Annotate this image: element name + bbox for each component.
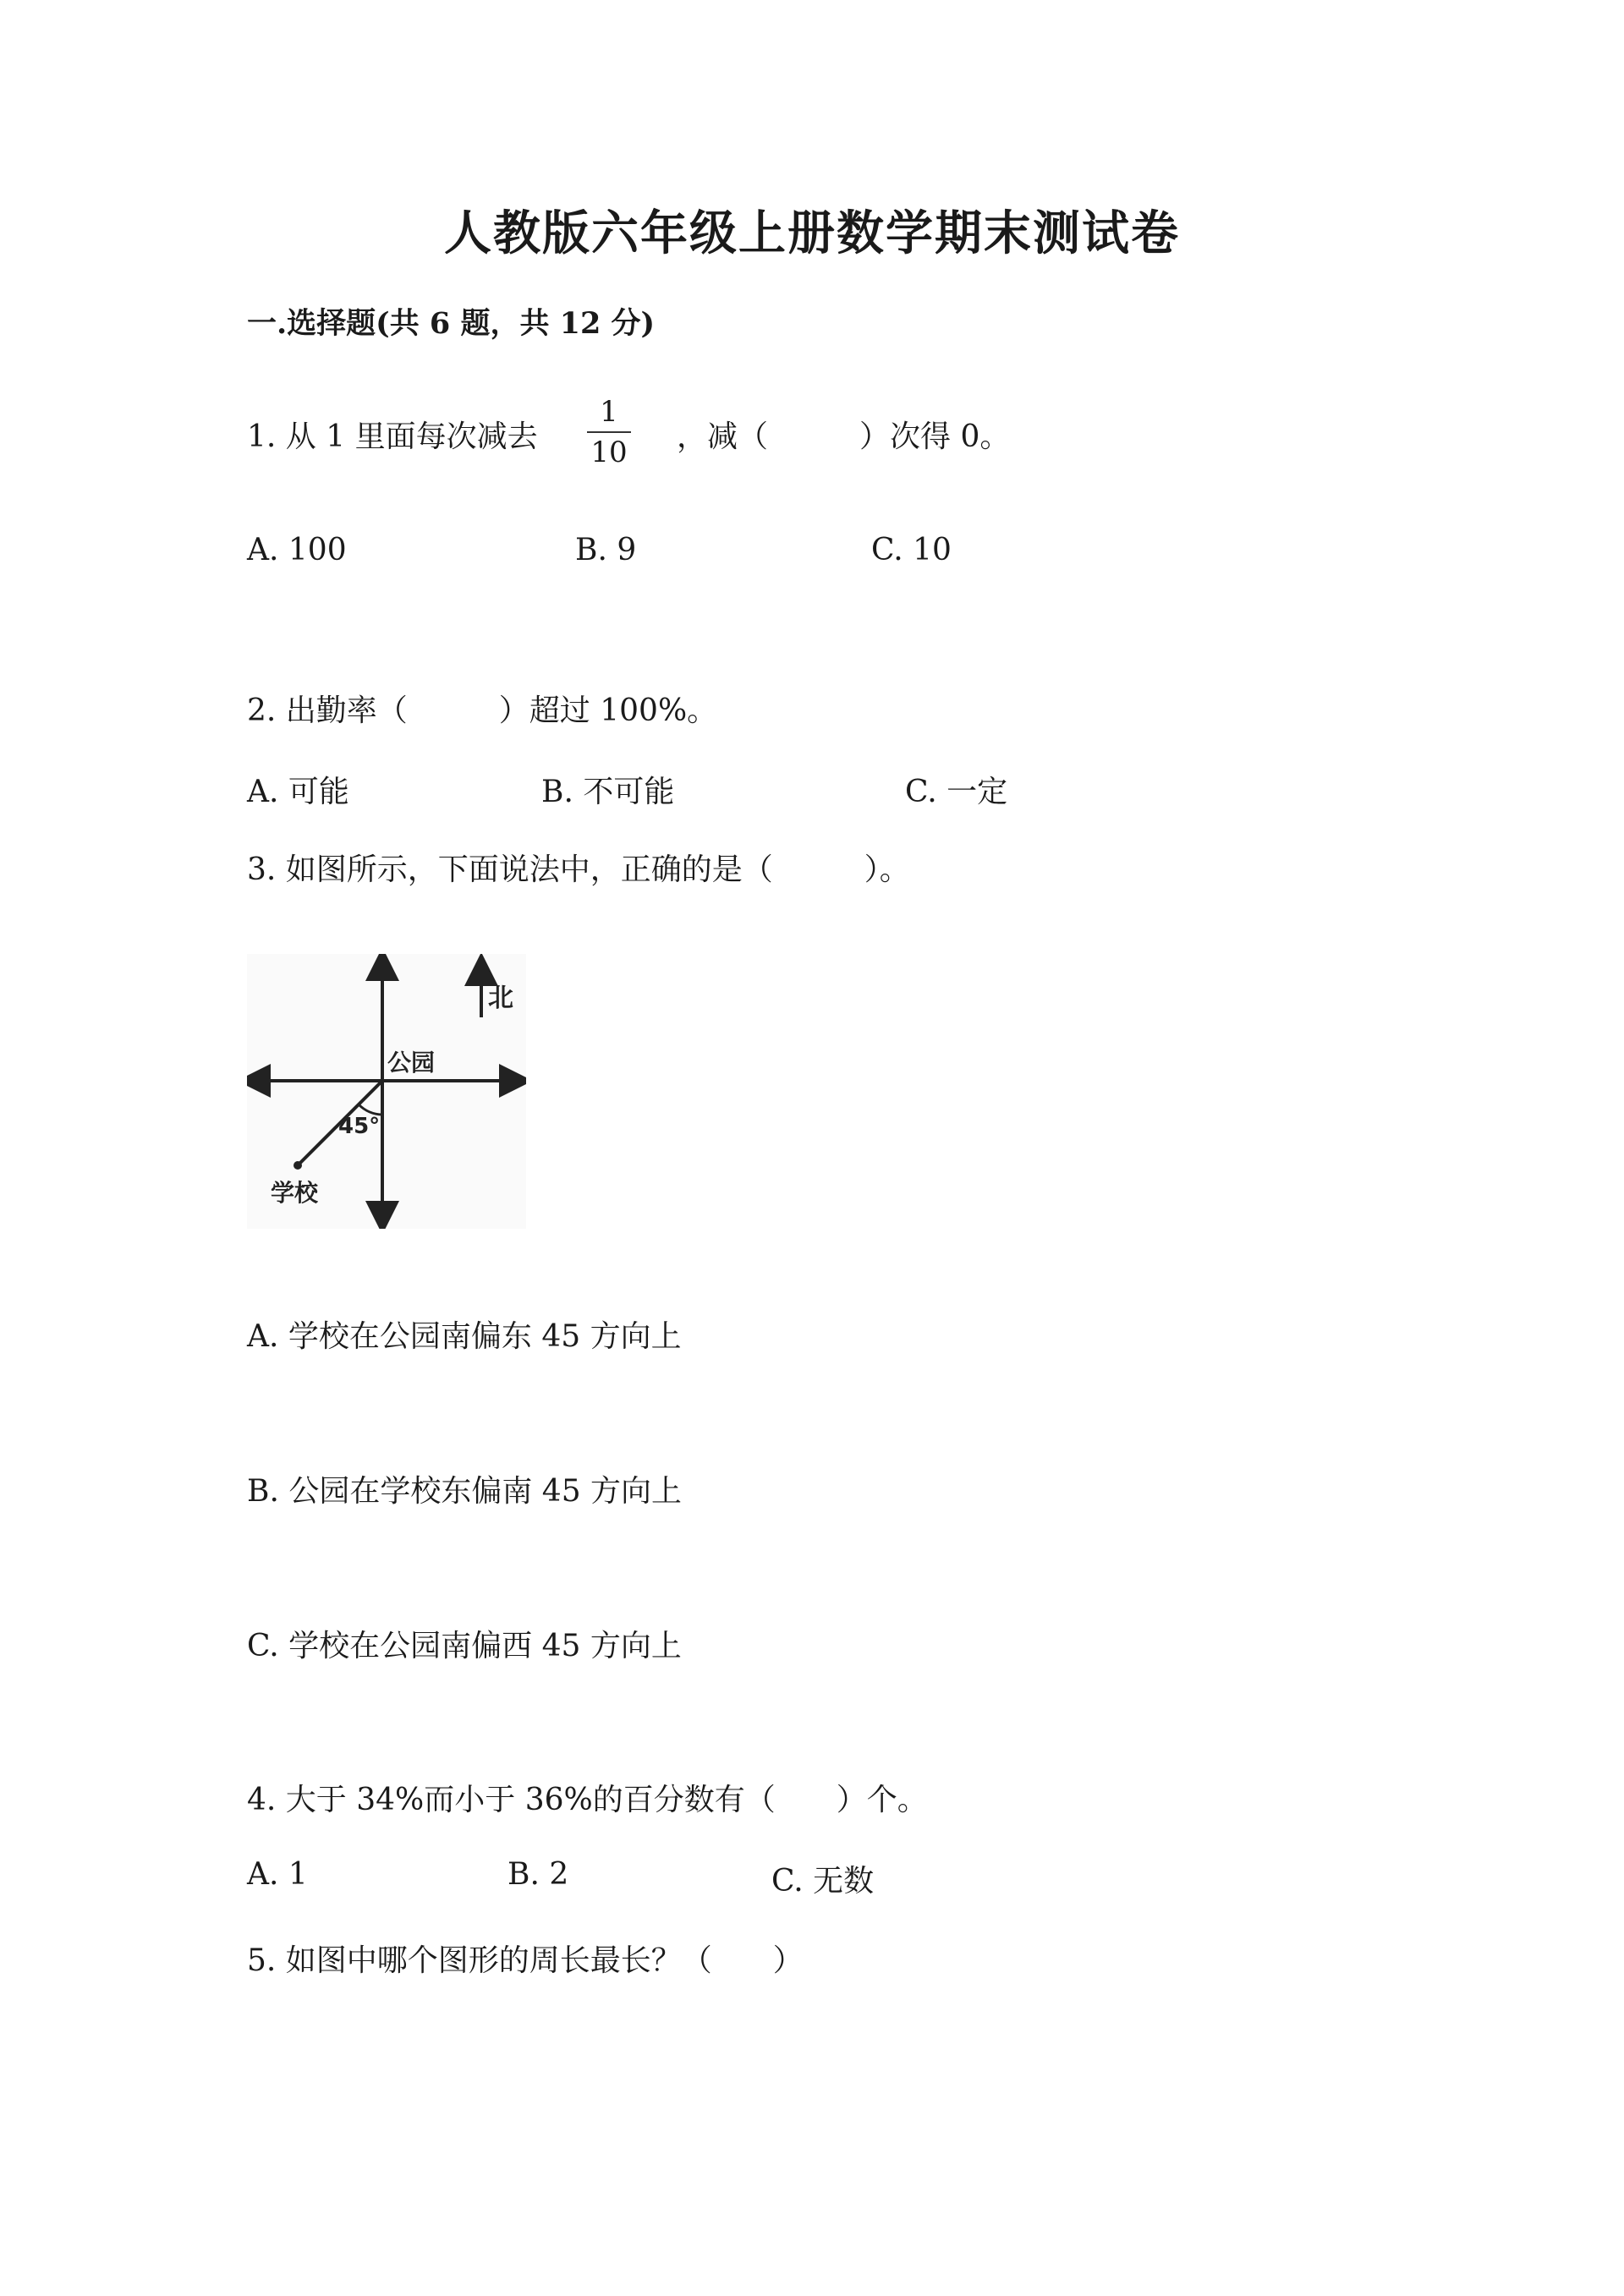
question-2-text: 2. 出勤率（ ）超过 100%。: [247, 693, 718, 728]
question-1-text-after: ，减（ ）次得 0。: [677, 419, 1011, 454]
q1-option-c[interactable]: C. 10: [871, 533, 952, 567]
q1-option-b[interactable]: B. 9: [575, 533, 637, 567]
q4-option-b[interactable]: B. 2: [508, 1857, 569, 1892]
q4-option-a[interactable]: A. 1: [247, 1857, 308, 1892]
question-4-text: 4. 大于 34%而小于 36%的百分数有（ ）个。: [247, 1783, 928, 1817]
section-heading: 一.选择题(共 6 题，共 12 分): [247, 306, 656, 341]
fraction-numerator: 1: [600, 395, 618, 429]
q4-option-c[interactable]: C. 无数: [771, 1864, 875, 1899]
question-1-text-before: 1. 从 1 里面每次减去: [247, 419, 538, 454]
q3-option-b[interactable]: B. 公园在学校东偏南 45 方向上: [247, 1474, 683, 1509]
q2-option-b[interactable]: B. 不可能: [541, 775, 675, 809]
direction-figure: [247, 954, 526, 1229]
q1-option-a[interactable]: A. 100: [247, 533, 347, 567]
q2-option-c[interactable]: C. 一定: [905, 775, 1008, 809]
page-title: 人教版六年级上册数学期末测试卷: [444, 205, 1180, 261]
question-3-text: 3. 如图所示，下面说法中，正确的是（ ）。: [247, 852, 910, 887]
angle-label: 45°: [338, 1114, 381, 1139]
q3-option-a[interactable]: A. 学校在公园南偏东 45 方向上: [247, 1319, 682, 1354]
fraction-denominator: 10: [590, 436, 628, 469]
question-5-text: 5. 如图中哪个图形的周长最长？（ ）: [247, 1943, 804, 1978]
fraction-bar: [587, 431, 631, 433]
school-point: [294, 1161, 302, 1170]
park-label: 公园: [387, 1049, 436, 1077]
q3-option-c[interactable]: C. 学校在公园南偏西 45 方向上: [247, 1629, 682, 1663]
q2-option-a[interactable]: A. 可能: [247, 775, 349, 809]
school-label: 学校: [271, 1179, 319, 1207]
fraction-one-tenth: [584, 397, 634, 467]
north-label: 北: [488, 984, 513, 1013]
